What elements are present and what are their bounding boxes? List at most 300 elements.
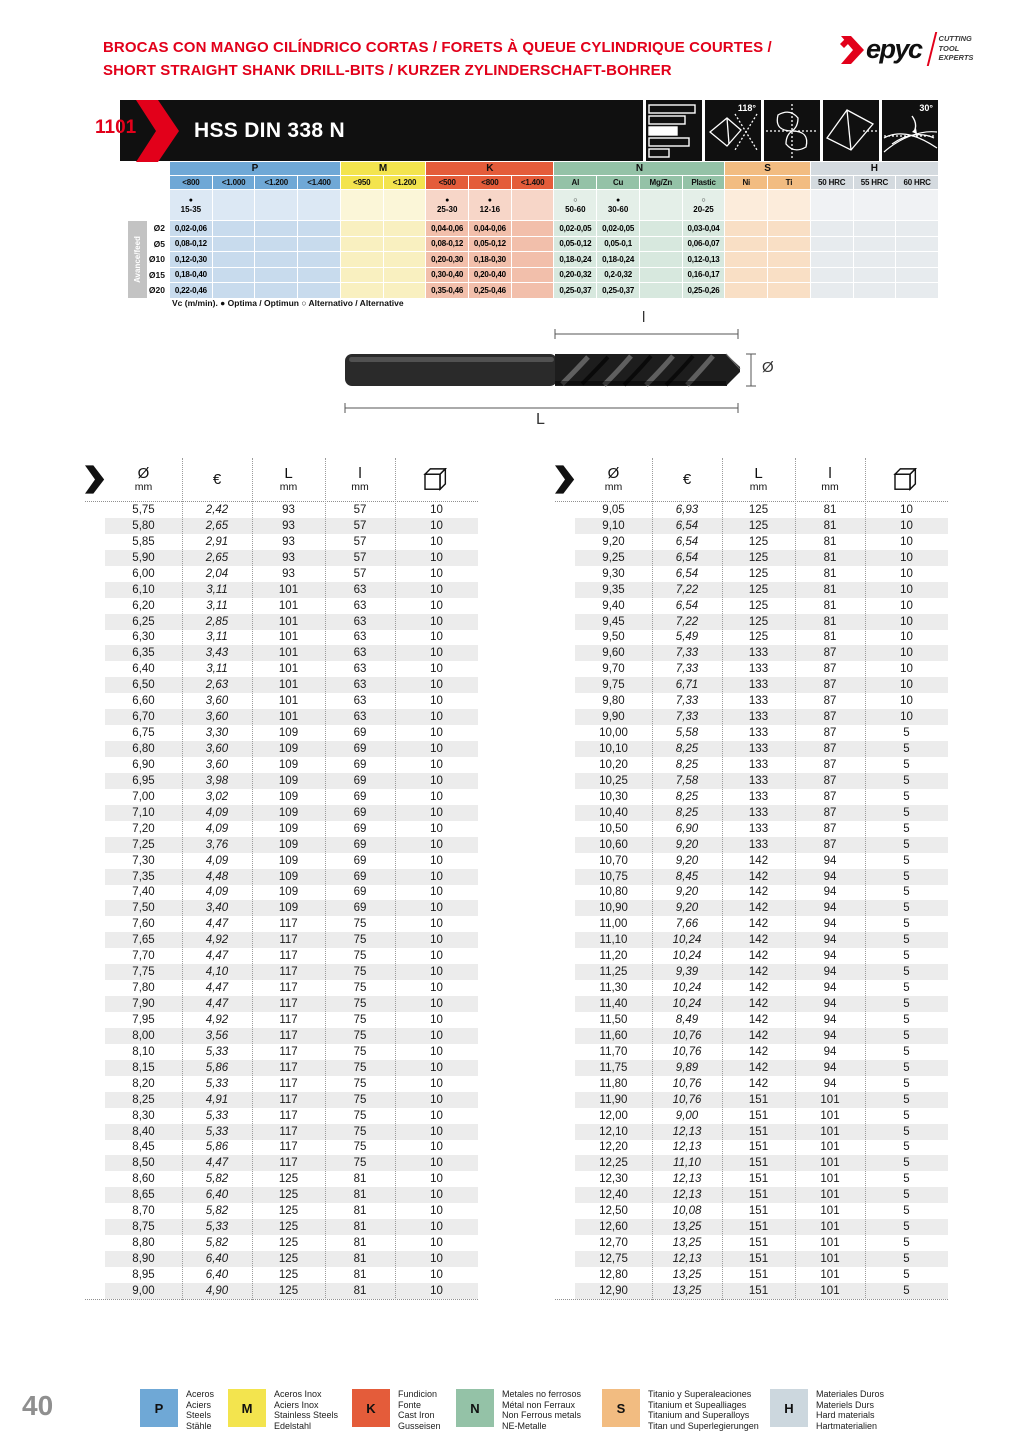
cell: 8,75	[132, 1221, 155, 1234]
material-subcolumn: 55 HRC	[854, 176, 896, 189]
cell: 10,40	[599, 806, 628, 819]
cell: 101	[820, 1141, 840, 1154]
cell: 57	[353, 567, 367, 580]
cell: 69	[353, 743, 367, 756]
cell: 142	[748, 982, 769, 995]
cell: 10	[430, 583, 443, 596]
feed-cell: 0,12-0,30	[170, 252, 212, 267]
cell: 81	[353, 1173, 367, 1186]
column-separator	[722, 458, 723, 1300]
cell: 5	[903, 1109, 910, 1122]
page-number: 40	[22, 1390, 54, 1421]
table-row	[575, 598, 948, 614]
drill-illustration	[330, 312, 782, 430]
cell: 93	[282, 503, 295, 516]
cell: 117	[279, 1093, 298, 1106]
feed-cell: 0,16-0,17	[683, 268, 725, 283]
cell: 101	[278, 663, 299, 676]
cell: 75	[353, 1061, 367, 1074]
cell: 142	[748, 870, 769, 883]
vc-cell	[811, 190, 853, 220]
cell: 6,54	[675, 551, 699, 564]
cell: 12,50	[599, 1205, 628, 1218]
cell: 94	[823, 982, 837, 995]
table-row	[105, 1044, 478, 1060]
column-unit: mm	[749, 481, 768, 493]
legend-line: Aceros	[186, 1389, 215, 1399]
cell: 101	[820, 1221, 840, 1234]
feed-cell: 0,20-0,32	[554, 268, 596, 283]
cell: 11,10	[599, 934, 628, 947]
cell: 81	[823, 503, 837, 516]
table-row	[575, 885, 948, 901]
column-header	[105, 466, 182, 493]
vc-symbol: ●	[445, 197, 450, 204]
cell: 133	[748, 758, 769, 771]
cell: 151	[748, 1268, 769, 1281]
cell: 12,00	[599, 1109, 628, 1122]
cell: 151	[748, 1157, 769, 1170]
cell: 142	[748, 886, 769, 899]
cell: 101	[278, 679, 299, 692]
cell: 10	[430, 790, 443, 803]
cell: 125	[278, 1284, 299, 1297]
cell: 75	[353, 1141, 367, 1154]
cell: 3,56	[205, 1029, 229, 1042]
cell: 6,50	[132, 679, 155, 692]
helix-angle-label: 30°	[919, 103, 933, 113]
feed-cell	[298, 237, 340, 252]
cell: 10	[430, 679, 443, 692]
column-separator	[652, 458, 653, 1300]
table-row	[575, 1060, 948, 1076]
cell: 10	[430, 631, 443, 644]
vc-cell	[469, 190, 511, 220]
cell: 109	[278, 758, 299, 771]
cell: 117	[279, 918, 298, 931]
cell: 10	[430, 503, 443, 516]
logo-text: epyc	[866, 34, 922, 64]
legend-item-N	[456, 1389, 581, 1431]
feed-cell	[298, 268, 340, 283]
table-row	[105, 996, 478, 1012]
material-group-H: H	[811, 162, 938, 175]
material-subcolumn: <1.000	[213, 176, 255, 189]
table-row	[105, 885, 478, 901]
cell: 9,75	[602, 679, 625, 692]
vc-cell	[640, 190, 682, 220]
cell: 7,95	[132, 1013, 155, 1026]
cell: 87	[823, 679, 837, 692]
hepyc-chevron-icon	[555, 464, 575, 495]
cell: 6,20	[132, 599, 155, 612]
cell: 12,20	[599, 1141, 628, 1154]
cell: 9,70	[602, 663, 625, 676]
table-row	[105, 1235, 478, 1251]
table-row	[105, 550, 478, 566]
cell: 10	[430, 966, 443, 979]
hepyc-logo	[840, 30, 973, 68]
cell: 117	[279, 1141, 298, 1154]
column-label: L	[284, 465, 293, 482]
cell: 2,42	[205, 503, 229, 516]
cell: 10,50	[599, 822, 628, 835]
column-header	[795, 466, 865, 493]
table-row	[575, 1028, 948, 1044]
feed-cell	[298, 283, 340, 298]
feed-cell: 0,25-0,26	[683, 283, 725, 298]
cell: 5	[903, 822, 910, 835]
material-subcolumn: <1.200	[384, 176, 426, 189]
table-row	[105, 1092, 478, 1108]
cell: 10	[430, 1221, 443, 1234]
cell: 109	[278, 822, 299, 835]
cell: 5	[903, 1045, 910, 1058]
cell: 133	[748, 711, 769, 724]
feed-diameter-label: Ø10	[148, 254, 165, 264]
table-row	[105, 757, 478, 773]
cell: 10	[430, 822, 443, 835]
legend-line: Titanium and Superalloys	[648, 1410, 750, 1420]
cell: 3,11	[206, 631, 228, 644]
feed-cell	[640, 283, 682, 298]
cell: 6,90	[675, 822, 699, 835]
feed-cell	[725, 237, 767, 252]
cell: 109	[278, 902, 299, 915]
cell: 9,90	[602, 711, 625, 724]
cell: 9,50	[602, 631, 625, 644]
vc-symbol: ●	[487, 197, 493, 204]
cell: 133	[748, 838, 769, 851]
cell: 6,60	[132, 695, 155, 708]
legend-line: Fundicion	[398, 1389, 438, 1399]
cell: 6,70	[132, 711, 155, 724]
cell: 6,54	[675, 535, 699, 548]
cell: 7,33	[675, 663, 699, 676]
material-group-M: M	[341, 162, 425, 175]
feed-cell	[255, 268, 297, 283]
cutting-conditions-table	[170, 162, 938, 298]
table-row	[575, 725, 948, 741]
feed-cell	[341, 268, 383, 283]
cell: 117	[279, 1013, 298, 1026]
vc-cell	[213, 190, 255, 220]
feed-cell	[640, 221, 682, 236]
cell: 5,86	[205, 1141, 229, 1154]
cell: 11,90	[599, 1093, 628, 1106]
cell: 117	[279, 1045, 298, 1058]
cell: 10,24	[672, 982, 702, 995]
cell: 125	[748, 519, 769, 532]
cell: 10	[430, 535, 443, 548]
feed-cell	[384, 268, 426, 283]
legend-line: Métal non Ferraux	[502, 1399, 576, 1410]
feed-cell: 0,05-0,12	[554, 237, 596, 252]
column-header	[325, 466, 395, 493]
cell: 142	[748, 1061, 769, 1074]
cell: 87	[823, 695, 837, 708]
cell: 11,25	[599, 966, 628, 979]
cell: 94	[823, 966, 837, 979]
cell: 11,20	[599, 950, 628, 963]
cell: 75	[353, 918, 367, 931]
cell: 125	[278, 1189, 299, 1202]
cell: 10	[430, 1061, 443, 1074]
cell: 4,47	[205, 1157, 229, 1170]
feed-diameter-label: Ø2	[153, 223, 165, 233]
legend-item-P	[140, 1389, 214, 1431]
feed-cell	[768, 283, 810, 298]
feed-cell	[255, 283, 297, 298]
cell: 11,75	[599, 1061, 628, 1074]
cell: 9,05	[602, 503, 625, 516]
feed-cell	[384, 252, 426, 267]
legend-text	[816, 1389, 884, 1431]
table-row	[575, 1012, 948, 1028]
table-row	[105, 789, 478, 805]
feed-cell	[811, 283, 853, 298]
cell: 5	[903, 790, 910, 803]
cell: 125	[748, 631, 769, 644]
cell: 10	[430, 1141, 443, 1154]
cell: 5	[903, 1173, 910, 1186]
cell: 5	[903, 934, 910, 947]
cell: 125	[748, 567, 769, 580]
cell: 7,00	[132, 790, 155, 803]
table-row	[105, 869, 478, 885]
cell: 81	[353, 1268, 367, 1281]
cell: 5	[903, 1205, 910, 1218]
cell: 9,20	[675, 886, 699, 899]
table-row	[575, 518, 948, 534]
cell: 7,33	[675, 711, 699, 724]
cell: 10,30	[599, 790, 628, 803]
cell: 3,11	[206, 583, 228, 596]
cell: 5,33	[205, 1125, 229, 1138]
cell: 7,35	[132, 870, 155, 883]
cell: 10	[430, 1189, 443, 1202]
cell: 11,00	[599, 918, 628, 931]
table-row	[105, 534, 478, 550]
package-qty-icon	[865, 468, 948, 491]
legend-text	[648, 1389, 759, 1431]
legend-line: Stainless Steels	[274, 1410, 339, 1420]
cell: 10,70	[599, 854, 628, 867]
cell: 7,22	[675, 615, 699, 628]
cell: 101	[820, 1205, 840, 1218]
vc-symbol: ●	[615, 197, 621, 204]
table-row	[575, 964, 948, 980]
cell: 69	[353, 774, 367, 787]
cell: 93	[282, 519, 295, 532]
cell: 10	[430, 1013, 443, 1026]
cell: 7,50	[132, 902, 155, 915]
cell: 5	[903, 806, 910, 819]
feed-footnote: Vc (m/min). ● Optima / Optimun ○ Alternativo / Alternative	[172, 298, 404, 308]
vc-symbol: ○	[573, 197, 578, 204]
table-row	[105, 837, 478, 853]
feed-axis-label: Avance/feed	[128, 221, 147, 298]
cell: 13,25	[672, 1268, 702, 1281]
feed-cell	[640, 237, 682, 252]
legend-item-H	[770, 1389, 884, 1431]
material-subcolumn: Mg/Zn	[640, 176, 682, 189]
column-unit: mm	[279, 481, 298, 493]
cell: 10,08	[672, 1205, 702, 1218]
cell: 12,60	[599, 1221, 628, 1234]
cell: 75	[353, 1013, 367, 1026]
cell: 5	[903, 1029, 910, 1042]
cell: 87	[823, 758, 837, 771]
table-row	[105, 1171, 478, 1187]
cell: 10	[900, 663, 913, 676]
table-row	[575, 709, 948, 725]
cell: 7,75	[132, 966, 155, 979]
table-row	[575, 821, 948, 837]
feed-cell	[255, 252, 297, 267]
feed-cell: 0,18-0,40	[170, 268, 212, 283]
drill-diagram	[330, 309, 782, 430]
cell: 6,35	[132, 647, 155, 660]
cell: 9,25	[602, 551, 625, 564]
table-row	[105, 1060, 478, 1076]
cell: 6,54	[675, 599, 699, 612]
feed-cell	[512, 268, 554, 283]
cell: 117	[279, 1077, 298, 1090]
cell: 109	[278, 743, 299, 756]
cell: 11,10	[673, 1157, 701, 1170]
cell: 10	[430, 647, 443, 660]
cell: 10,76	[672, 1045, 702, 1058]
feed-cell	[854, 268, 896, 283]
table-row	[105, 677, 478, 693]
cell: 63	[353, 647, 367, 660]
cell: 9,20	[602, 535, 625, 548]
cell: 12,13	[672, 1141, 702, 1154]
column-header	[182, 472, 252, 488]
table-row	[575, 1140, 948, 1156]
cell: 5,82	[205, 1173, 229, 1186]
cell: 4,47	[205, 950, 229, 963]
cell: 3,11	[206, 599, 228, 612]
cell: 63	[353, 599, 367, 612]
cell: 10	[430, 838, 443, 851]
feed-cell	[896, 221, 938, 236]
cell: 125	[278, 1268, 299, 1281]
cell: 101	[278, 615, 299, 628]
cell: 10	[430, 663, 443, 676]
cell: 5,86	[205, 1061, 229, 1074]
cell: 81	[353, 1284, 367, 1297]
legend-line: Titanio y Superaleaciones	[648, 1389, 752, 1399]
table-row	[105, 1187, 478, 1203]
cell: 5	[903, 902, 910, 915]
cell: 3,60	[205, 758, 229, 771]
table-header	[85, 458, 478, 502]
column-unit: mm	[351, 481, 369, 493]
cell: 10	[430, 695, 443, 708]
material-subcolumn: Ni	[725, 176, 767, 189]
cell: 2,65	[205, 551, 229, 564]
cell: 7,80	[132, 982, 155, 995]
cell: 75	[353, 966, 367, 979]
cell: 4,92	[205, 934, 229, 947]
legend-line: Steels	[186, 1410, 212, 1420]
cell: 11,60	[599, 1029, 628, 1042]
feed-cell: 0,12-0,13	[683, 252, 725, 267]
cell: 5	[903, 1237, 910, 1250]
feed-cell: 0,18-0,24	[554, 252, 596, 267]
table-row	[105, 821, 478, 837]
cell: 142	[748, 854, 769, 867]
legend-item-M	[228, 1389, 338, 1431]
table-row	[105, 932, 478, 948]
point-angle-icon	[705, 100, 761, 161]
table-row	[575, 630, 948, 646]
feed-cell: 0,25-0,37	[554, 283, 596, 298]
cell: 6,90	[132, 758, 155, 771]
cell: 81	[353, 1253, 367, 1266]
material-subcolumn: 60 HRC	[896, 176, 938, 189]
material-group-K: K	[426, 162, 553, 175]
feed-cell: 0,02-0,05	[597, 221, 639, 236]
table-row	[105, 502, 478, 518]
cell: 6,54	[675, 519, 699, 532]
cell: 7,10	[132, 806, 155, 819]
cell: 69	[353, 822, 367, 835]
vc-range: 30-60	[607, 205, 629, 214]
material-code-M: M	[228, 1389, 266, 1427]
feed-cell	[811, 221, 853, 236]
table-row	[105, 709, 478, 725]
cell: 133	[748, 774, 769, 787]
feed-cell	[298, 221, 340, 236]
drill-point-icon	[823, 100, 879, 161]
cell: 87	[823, 790, 837, 803]
point-angle-label: 118°	[737, 103, 756, 113]
cell: 10	[900, 647, 913, 660]
table-row	[105, 1283, 478, 1299]
cell: 10,76	[672, 1029, 702, 1042]
cell: 5,33	[205, 1109, 229, 1122]
cell: 9,35	[602, 583, 625, 596]
cell: 101	[820, 1189, 840, 1202]
cell: 8,25	[675, 790, 699, 803]
cell: 109	[278, 838, 299, 851]
cell: 5,82	[205, 1237, 229, 1250]
cell: 117	[279, 1109, 298, 1122]
cell: 8,25	[675, 806, 699, 819]
cell: 151	[748, 1205, 769, 1218]
material-group-S: S	[725, 162, 809, 175]
logo-chevron-icon	[840, 30, 868, 68]
cell: 8,40	[132, 1125, 155, 1138]
cell: 151	[748, 1253, 769, 1266]
legend-line: Titan und Superlegierungen	[648, 1420, 759, 1431]
cell: 10,00	[599, 727, 628, 740]
cell: 5,80	[132, 519, 155, 532]
feed-cell	[811, 252, 853, 267]
cell: 81	[353, 1205, 367, 1218]
cell: 7,58	[675, 774, 699, 787]
material-subcolumn: 50 HRC	[811, 176, 853, 189]
cell: 2,63	[205, 679, 229, 692]
cell: 10,75	[599, 870, 628, 883]
feed-cell	[896, 237, 938, 252]
vc-range: 12-16	[479, 205, 501, 214]
vc-cell	[768, 190, 810, 220]
cell: 10	[430, 551, 443, 564]
